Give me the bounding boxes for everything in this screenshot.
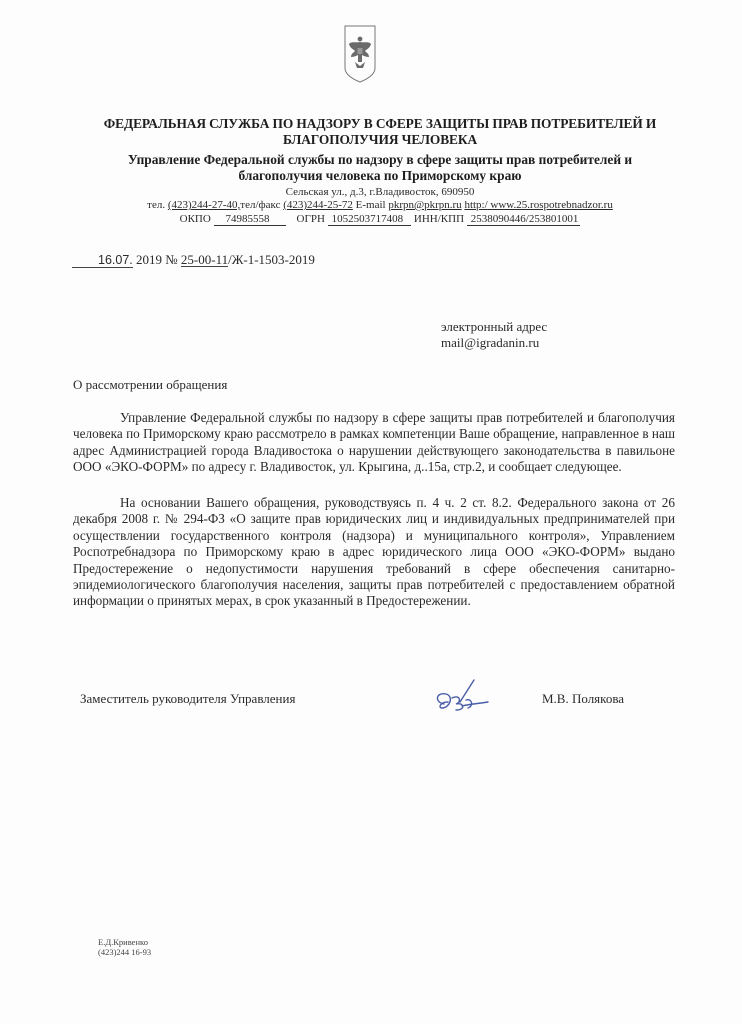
reference-line (72, 252, 315, 268)
reference-number-code: 25-00-11 (180, 252, 229, 267)
department-name-line1: Управление Федеральной службы по надзору в сфере защиты прав потребителей и (127, 152, 633, 167)
inn-label: ИНН/КПП (413, 213, 465, 225)
department-name-line2: благополучия человека по Приморскому краю (238, 168, 522, 183)
body-paragraph-1-text: Управление Федеральной службы по надзору в сфере защиты прав потребителей и благополучия человека по Приморскому краю рассмотрело в рамках компетенции Ваше обращение, направленное в наш адрес Администрацией города Владивостока о нарушении действующего законодательства в павильоне ООО «ЭКО-ФОРМ» по адресу г. Владивосток, ул. Крыгина, д..15а, стр.2, и сообщает следующее. (73, 410, 675, 475)
website-link[interactable] (464, 199, 612, 211)
reference-date: 16.07. (72, 254, 133, 268)
website-url: www.25.rospotrebnadzor.ru (487, 199, 613, 211)
recipient-label: электронный адрес (441, 319, 548, 334)
reference-number-suffix: /Ж-1-1503-2019 (228, 252, 315, 267)
ogrn-value: 1052503717408 (328, 214, 412, 226)
signatory-position: Заместитель руководителя Управления (80, 691, 296, 706)
okpo-label: ОКПО (179, 213, 211, 225)
recipient-block (441, 319, 547, 351)
email-label: E-mail (355, 199, 386, 211)
email-link[interactable]: pkrpn@pkrpn.ru (388, 199, 462, 211)
fax-label: тел/факс (240, 199, 281, 211)
recipient-email[interactable]: mail@igradanin.ru (441, 335, 540, 350)
executor-info (98, 937, 151, 957)
signatory-name: М.В. Полякова (542, 691, 625, 706)
agency-contacts (70, 199, 690, 212)
okpo-value: 74985558 (214, 214, 286, 226)
handwritten-signature-icon (430, 672, 500, 720)
department-name (70, 152, 690, 184)
agency-name-line2: БЛАГОПОЛУЧИЯ ЧЕЛОВЕКА (282, 132, 478, 147)
agency-name-line1: ФЕДЕРАЛЬНАЯ СЛУЖБА ПО НАДЗОРУ В СФЕРЕ ЗАЩИТЫ ПРАВ ПОТРЕБИТЕЛЕЙ И (103, 116, 657, 131)
reference-year: 2019 № (136, 252, 178, 267)
executor-name: Е.Д.Кривенко (98, 937, 148, 947)
agency-address: Сельская ул., д.3, г.Владивосток, 690950 (285, 186, 475, 198)
ogrn-label: ОГРН (296, 213, 325, 225)
body-paragraph-1 (73, 410, 675, 476)
fax-number: (423)244-25-72 (283, 199, 353, 211)
tel-number: (423)244-27-40, (167, 199, 241, 211)
executor-phone: (423)244 16-93 (98, 947, 152, 957)
website-prefix: http:/ (464, 199, 488, 211)
coat-of-arms-icon (343, 24, 377, 84)
body-paragraph-2 (73, 495, 675, 610)
agency-codes (70, 213, 690, 226)
letter-subject: О рассмотрении обращения (73, 377, 228, 392)
body-paragraph-2-text: На основании Вашего обращения, руководствуясь п. 4 ч. 2 ст. 8.2. Федерального закона от 26 декабря 2008 г. № 294-ФЗ «О защите прав юридических лиц и индивидуальных предпринимателей при осуществлении государственного контроля (надзора) и муниципального контроля», Управлением Роспотребнадзора по Приморскому краю в адрес юридического лица ООО «ЭКО-ФОРМ» выдано Предостережение о недопустимости нарушения требований в сфере обеспечения санитарно-эпидемиологического благополучия населения, защиты прав потребителей с предоставлением обратной информации о принятых мерах, в срок указанный в Предостережении. (73, 495, 675, 609)
inn-value: 2538090446/253801001 (467, 214, 581, 226)
agency-name (70, 116, 690, 148)
tel-label: тел. (147, 199, 166, 211)
